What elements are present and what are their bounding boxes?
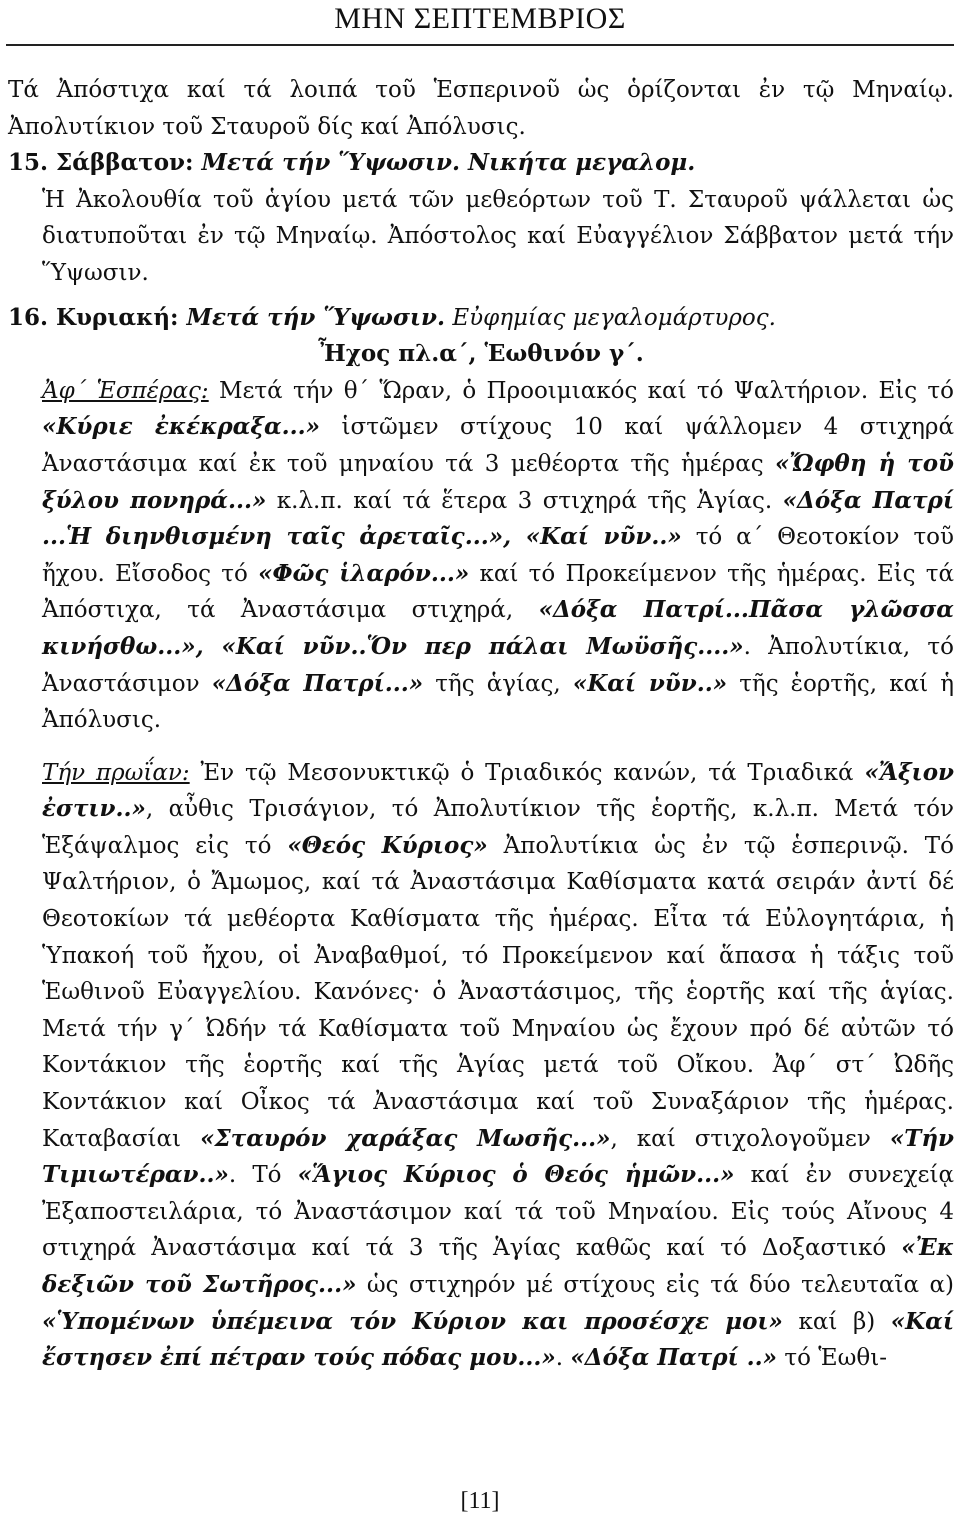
page-body — [8, 72, 954, 1377]
vespers-text: κ.λ.π. καί τά ἕτερα 3 στιχηρά τῆς Ἁγίας. — [266, 487, 783, 514]
matins-text: ὡς στιχηρόν μέ στίχους εἰς τά δύο τελευταῖα α) — [356, 1272, 954, 1298]
day-16-tone: Ἦχος πλ.α΄, Ἑωθινόν γ΄. — [318, 340, 644, 368]
vespers-hymn: «Δόξα Πατρί...Πᾶσα γλῶσσα κινήσθω...», «Καί νῦν..Ὅν περ πάλαι Μωϋσῆς....» — [42, 596, 954, 660]
day-16-date: 16. Κυριακή: — [8, 303, 179, 331]
matins-hymn: «Ἄξιον ἐστιν..» — [42, 758, 954, 823]
vespers-hymn: «Ὤφθη ἡ τοῦ ξύλου πονηρά...» — [42, 449, 954, 514]
matins-text: καί ἐν συνεχείᾳ Ἐξαποστειλάρια, τό Ἀναστάσιμον καί τά τοῦ Μηναίου. Εἰς τούς Αἴνους 4 στιχηρά Ἀναστάσιμα καί τά 3 τῆς Ἁγίας καθῶς καί τό Δοξαστικό — [42, 1162, 954, 1262]
vespers-text: τῆς ἁγίας, — [423, 670, 573, 697]
matins-hymn: «Τήν Τιμιωτέραν..» — [42, 1124, 954, 1189]
vespers-hymn: «Δόξα Πατρί...» — [211, 669, 424, 697]
vespers-hymn: «Φῶς ἱλαρόν...» — [258, 559, 470, 587]
intro-paragraph: Τά Ἀπόστιχα καί τά λοιπά τοῦ Ἑσπερινοῦ ὡς ὁρίζονται ἐν τῷ Μηναίῳ. Ἀπολυτίκιον τοῦ Σταυροῦ δίς καί Ἀπόλυσις. — [8, 77, 954, 140]
running-header: ΜΗΝ ΣΕΠΤΕΜΒΡΙΟΣ — [334, 2, 626, 35]
vespers-hymn: «Δόξα Πατρί ...Ἡ διηνθισμένη ταῖς ἀρεταῖς...», «Καί νῦν..» — [42, 486, 954, 551]
day-16-heading — [8, 300, 954, 337]
vespers-text: τό α΄ Θεοτοκίον τοῦ ἤχου. Εἴσοδος τό — [42, 524, 955, 587]
matins-text: , καί στιχολογοῦμεν — [610, 1125, 890, 1152]
matins-text: Ἀπολυτίκια ὡς ἐν τῷ ἑσπερινῷ. Τό Ψαλτήριον, ὁ Ἄμωμος, καί τά Ἀναστάσιμα Καθίσματα κατά σειράν ἀντί δέ Θεοτοκίων τά μεθέορτα Καθίσματα τῆς ἡμέρας. Εἶτα τά Εὐλογητάρια, ἡ Ὑπακοή τοῦ ἤχου, οἱ Ἀναβαθμοί, τό Προκείμενον καί ἅπασα ἡ τάξις τοῦ Ἑωθινοῦ Εὐαγγελίου. Κανόνες· ὁ Ἀναστάσιμος, τῆς ἑορτῆς καί τῆς ἁγίας. Μετά τήν γ΄ Ὠδήν τά Καθίσματα τοῦ Μηναίου ὡς ἔχουν πρό δέ αὐτῶν τό Κοντάκιον τῆς ἑορτῆς καί τῆς Ἁγίας μετά τοῦ Οἴκου. Ἀφ΄ στ΄ Ὠδῆς Κοντάκιον καί Οἶκος τά Ἀναστάσιμα καί τοῦ Συναξάριον τῆς ἡμέρας. Καταβασίαι — [42, 832, 954, 1152]
matins-text: καί β) — [782, 1308, 891, 1335]
page-number: [11] — [460, 1488, 500, 1514]
vespers-hymn: «Καί νῦν..» — [572, 669, 728, 697]
vespers-text: . Ἀπολυτίκια, τό Ἀναστάσιμον — [42, 633, 955, 697]
matins-hymn: «Καί ἔστησεν ἐπί πέτραν τούς πόδας μου...» — [42, 1307, 954, 1372]
matins-paragraph — [8, 755, 954, 1377]
matins-hymn: «Δόξα Πατρί ..» — [570, 1344, 778, 1372]
day-16-saint: Εὐφημίας μεγαλομάρτυρος. — [445, 304, 776, 331]
matins-text: Ἐν τῷ Μεσονυκτικῷ ὁ Τριαδικός κανών, τά Τριαδικά — [189, 759, 865, 786]
matins-hymn: «Σταυρόν χαράξας Μωσῆς...» — [200, 1124, 611, 1152]
vespers-text: Μετά τήν θ΄ Ὥραν, ὁ Προοιμιακός καί τό Ψαλτήριον. Εἰς τό — [208, 377, 954, 404]
matins-lead: Τήν πρωΐαν: — [42, 759, 190, 786]
matins-hymn: «Ἅγιος Κύριος ὁ Θεός ἡμῶν...» — [297, 1161, 735, 1189]
header-rule — [6, 44, 954, 46]
vespers-lead: Ἀφ΄ Ἑσπέρας: — [42, 377, 209, 404]
matins-hymn: «Ὑπομένων ὑπέμεινα τόν Κύριον και προσέσχε μοι» — [42, 1307, 783, 1335]
day-15-text: Ἡ Ἀκολουθία τοῦ ἁγίου μετά τῶν μεθεόρτων τοῦ Τ. Σταυροῦ ψάλλεται ὡς διατυποῦται ἐν τῷ Μηναίῳ. Ἀπόστολος καί Εὐαγγέλιον Σάββατον μετά τήν Ὕψωσιν. — [42, 186, 954, 286]
vespers-text: καί τό Προκείμενον τῆς ἡμέρας. Εἰς τά Ἀπόστιχα, τά Ἀναστάσιμα στιχηρά, — [42, 560, 955, 624]
day-15-date: 15. Σάββατον: — [8, 149, 194, 177]
matins-text: . Τό — [228, 1162, 298, 1189]
vespers-text: ἱστῶμεν στίχους 10 καί ψάλλομεν 4 στιχηρά Ἀναστάσιμα καί ἐκ τοῦ μηναίου τά 3 μεθέορτα τῆς ἡμέρας — [42, 414, 954, 477]
matins-text: τό Ἑωθι- — [777, 1345, 887, 1372]
matins-text: , αὖθις Τρισάγιον, τό Ἀπολυτίκιον τῆς ἑορτῆς, κ.λ.π. Μετά τόν Ἑξάψαλμος εἰς τό — [42, 796, 954, 859]
matins-hymn: «Ἐκ δεξιῶν τοῦ Σωτῆρος...» — [42, 1234, 954, 1298]
day-15-heading — [8, 145, 954, 182]
matins-text: . — [555, 1345, 571, 1372]
vespers-hymn: «Κύριε ἐκέκραξα...» — [42, 413, 321, 441]
vespers-text: τῆς ἑορτῆς, καί ἡ Ἀπόλυσις. — [42, 670, 955, 734]
matins-hymn: «Θεός Κύριος» — [287, 831, 488, 859]
day-15-title: Μετά τήν Ὕψωσιν. Νικήτα μεγαλομ. — [193, 149, 696, 177]
vespers-paragraph — [8, 373, 954, 739]
day-16-title: Μετά τήν Ὕψωσιν. — [178, 303, 446, 331]
